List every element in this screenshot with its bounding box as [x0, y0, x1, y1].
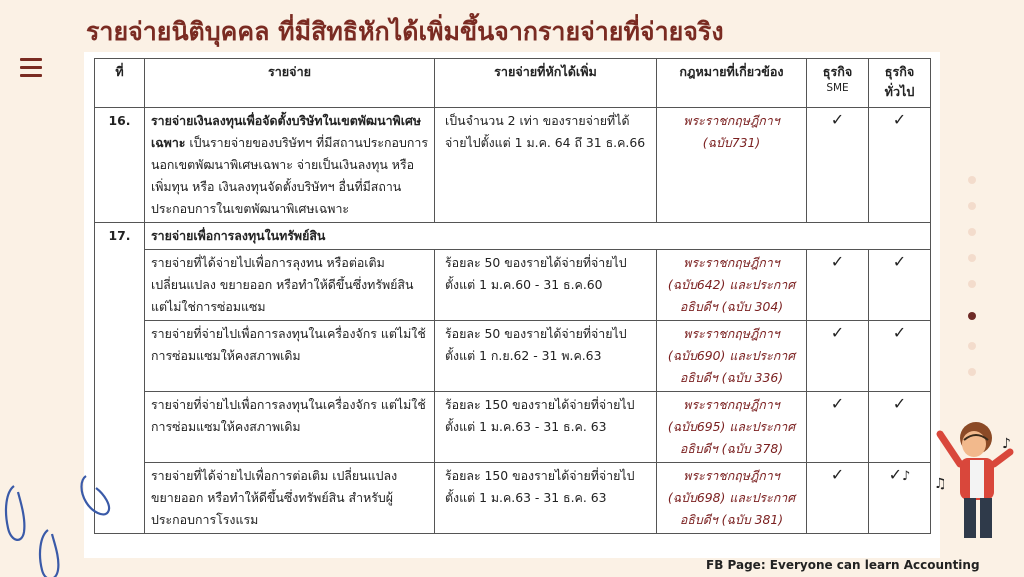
table-sheet	[84, 52, 940, 558]
check-icon: ✓	[807, 250, 869, 321]
row-law: พระราชกฤษฎีกาฯ (ฉบับ731)	[657, 108, 807, 223]
header-sme	[807, 59, 869, 108]
dancing-character-icon	[930, 412, 1024, 562]
check-icon: ✓	[807, 392, 869, 463]
svg-text:♪: ♪	[1002, 436, 1011, 452]
row-deduct: ร้อยละ 50 ของรายได้จ่ายที่จ่ายไป ตั้งแต่ 1 ก.ย.62 - 31 พ.ค.63	[435, 321, 657, 392]
pagination-dot[interactable]	[968, 202, 976, 210]
header-general-line1: ธุรกิจ	[884, 64, 915, 79]
row-expense-detail: เป็นรายจ่ายของบริษัทฯ ที่มีสถานประกอบการนอกเขตพัฒนาพิเศษเฉพาะ จ่ายเป็นเงินลงทุน หรือ เพิ่มทุน หรือ เงินลงทุนจัดตั้งบริษัทฯ อื่นที่มีสถานประกอบการในเขตพัฒนาพิเศษเฉพาะ	[151, 135, 428, 216]
check-icon: ✓	[869, 392, 931, 463]
pagination-dot[interactable]	[968, 280, 976, 288]
row-expense: รายจ่ายที่ได้จ่ายไปเพื่อการลุงทน หรือต่อเติม เปลี่ยนแปลง ขยายออก หรือทำให้ดีขึ้นซึ่งทรัพย์สิน แต่ไม่ใช่การซ่อมแซม	[145, 250, 435, 321]
paperclip-decoration-icon	[0, 470, 120, 577]
row-expense: รายจ่ายที่จ่ายไปเพื่อการลงทุนในเครื่องจักร แต่ไม่ใช้การซ่อมแซมให้คงสภาพเดิม	[145, 321, 435, 392]
header-general	[869, 59, 931, 108]
check-icon: ✓	[807, 321, 869, 392]
header-law: กฎหมายที่เกี่ยวข้อง	[657, 59, 807, 108]
row-expense	[145, 108, 435, 223]
row-expense-heading: รายจ่ายเงินลงทุนเพื่อจัดตั้งบริษัทในเขตพัฒนาพิเศษเฉพาะ	[151, 113, 421, 150]
row-law: พระราชกฤษฎีกาฯ (ฉบับ695) และประกาศอธิบดีฯ (ฉบับ 378)	[657, 392, 807, 463]
pagination-dot[interactable]	[968, 254, 976, 262]
pagination-dot[interactable]	[968, 342, 976, 350]
table-header-row	[95, 59, 931, 108]
music-note-icon: ♪	[902, 469, 911, 484]
page-title: รายจ่ายนิติบุคคล ที่มีสิทธิหักได้เพิ่มขึ้นจากรายจ่ายที่จ่ายจริง	[86, 17, 724, 46]
row-number: 17.	[95, 223, 145, 534]
row-expense: รายจ่ายที่จ่ายไปเพื่อการลงทุนในเครื่องจักร แต่ไม่ใช้การซ่อมแซมให้คงสภาพเดิม	[145, 392, 435, 463]
hamburger-menu-icon[interactable]	[20, 58, 42, 78]
check-icon: ✓	[869, 250, 931, 321]
row-deduct: ร้อยละ 150 ของรายได้จ่ายที่จ่ายไป ตั้งแต่ 1 ม.ค.63 - 31 ธ.ค. 63	[435, 463, 657, 534]
row-law: พระราชกฤษฎีกาฯ (ฉบับ698) และประกาศอธิบดีฯ (ฉบับ 381)	[657, 463, 807, 534]
deduction-table	[94, 58, 931, 534]
row-deduct: เป็นจำนวน 2 เท่า ของรายจ่ายที่ได้จ่ายไปตั้งแต่ 1 ม.ค. 64 ถึ 31 ธ.ค.66	[435, 108, 657, 223]
row-law: พระราชกฤษฎีกาฯ (ฉบับ690) และประกาศอธิบดีฯ (ฉบับ 336)	[657, 321, 807, 392]
header-general-line2: ทั่วไป	[884, 84, 915, 99]
header-sme-line1: ธุรกิจ	[822, 64, 853, 79]
header-deduct: รายจ่ายที่หักได้เพิ่ม	[435, 59, 657, 108]
pagination-dot-active[interactable]	[968, 312, 976, 320]
row-law: พระราชกฤษฎีกาฯ (ฉบับ642) และประกาศอธิบดีฯ (ฉบับ 304)	[657, 250, 807, 321]
table-row	[95, 250, 931, 321]
check-icon: ✓	[869, 321, 931, 392]
pagination-dot[interactable]	[968, 176, 976, 184]
header-expense: รายจ่าย	[145, 59, 435, 108]
row-deduct: ร้อยละ 50 ของรายได้จ่ายที่จ่ายไป ตั้งแต่ 1 ม.ค.60 - 31 ธ.ค.60	[435, 250, 657, 321]
table-section-row	[95, 223, 931, 250]
table-row	[95, 392, 931, 463]
check-icon: ✓	[807, 463, 869, 534]
check-mark: ✓	[888, 465, 903, 484]
row-deduct: ร้อยละ 150 ของรายได้จ่ายที่จ่ายไป ตั้งแต่ 1 ม.ค.63 - 31 ธ.ค. 63	[435, 392, 657, 463]
row-expense: รายจ่ายที่ได้จ่ายไปเพื่อการต่อเติม เปลี่ยนแปลง ขยายออก หรือทำให้ดีขึ้นซึ่งทรัพย์สิน สำหรับผู้ประกอบการโรงแรม	[145, 463, 435, 534]
header-no: ที่	[95, 59, 145, 108]
pagination-dot[interactable]	[968, 228, 976, 236]
check-icon: ✓	[869, 108, 931, 223]
table-row	[95, 463, 931, 534]
footer-credit: FB Page: Everyone can learn Accounting	[706, 558, 980, 572]
pagination-dot[interactable]	[968, 368, 976, 376]
check-icon: ✓	[807, 108, 869, 223]
row-number: 16.	[95, 108, 145, 223]
section-heading: รายจ่ายเพื่อการลงทุนในทรัพย์สิน	[145, 223, 931, 250]
table-row	[95, 108, 931, 223]
header-sme-line2: SME	[826, 82, 849, 94]
check-icon	[869, 463, 931, 534]
table-row	[95, 321, 931, 392]
svg-text:♫: ♫	[934, 476, 947, 492]
